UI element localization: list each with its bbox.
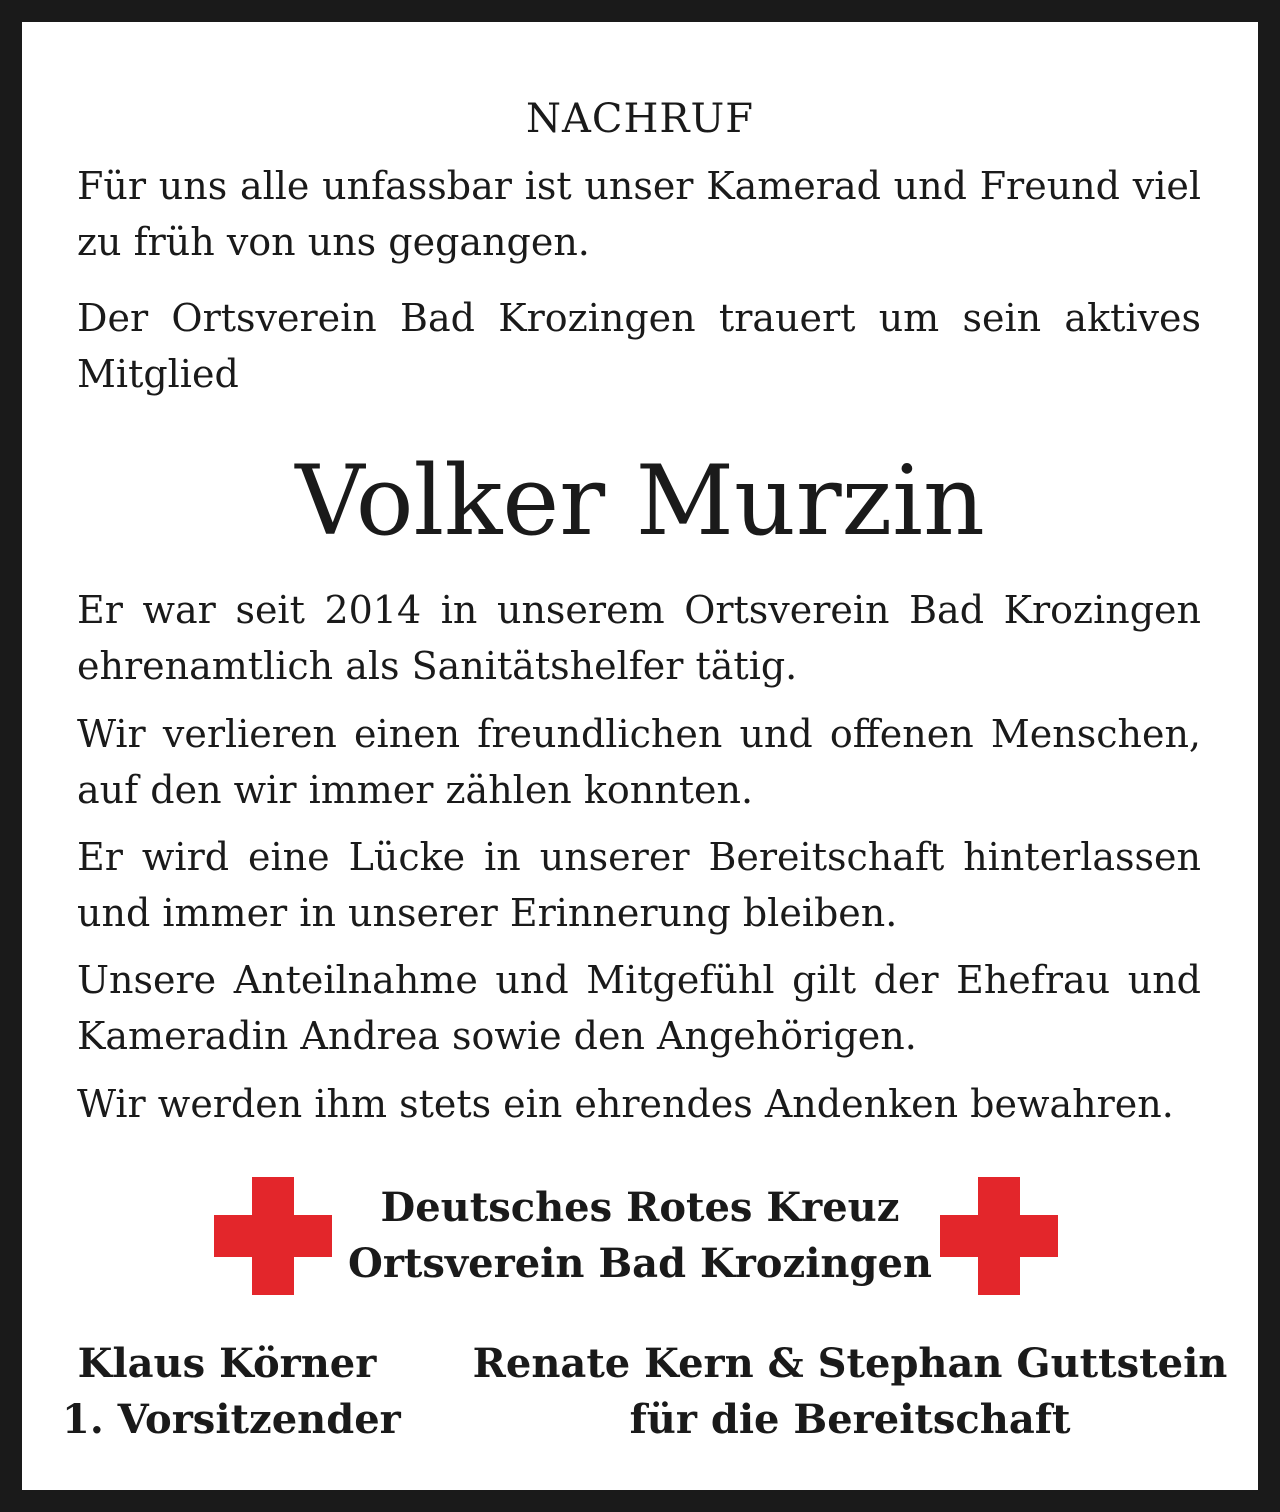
red-cross-icon <box>214 1177 332 1295</box>
tribute-paragraph: Wir verlieren einen freundlichen und offenen Menschen, auf den wir immer zählen konnten. <box>77 712 1201 812</box>
organization-line-1: Deutsches Rotes Kreuz <box>380 1184 900 1231</box>
closing-paragraph: Wir werden ihm stets ein ehrendes Andenken bewahren. <box>77 1082 1174 1126</box>
organization-line-2: Ortsverein Bad Krozingen <box>348 1240 932 1287</box>
signature-role: 1. Vorsitzender <box>62 1396 401 1443</box>
organization-name <box>342 1180 938 1292</box>
condolence-paragraph: Unsere Anteilnahme und Mitgefühl gilt der Ehefrau und Kameradin Andrea sowie den Angehörigen. <box>77 958 1201 1058</box>
mourning-paragraph: Der Ortsverein Bad Krozingen trauert um sein aktives Mitglied <box>77 296 1201 396</box>
deceased-name: Volker Murzin <box>295 445 985 557</box>
signature-readiness-team <box>470 1336 1230 1448</box>
intro-paragraph: Für uns alle unfassbar ist unser Kamerad und Freund viel zu früh von uns gegangen. <box>77 164 1201 264</box>
obituary-heading: NACHRUF <box>526 96 754 142</box>
signature-chairman <box>62 1336 401 1448</box>
obituary-card <box>22 22 1258 1490</box>
legacy-paragraph: Er wird eine Lücke in unserer Bereitschaft hinterlassen und immer in unserer Erinnerung bleiben. <box>77 835 1201 935</box>
signature-name: Renate Kern & Stephan Guttstein <box>472 1340 1228 1387</box>
signature-name: Klaus Körner <box>77 1340 377 1387</box>
signature-role: für die Bereitschaft <box>629 1396 1071 1443</box>
biography-paragraph: Er war seit 2014 in unserem Ortsverein Bad Krozingen ehrenamtlich als Sanitätshelfer tätig. <box>77 588 1201 688</box>
red-cross-icon <box>940 1177 1058 1295</box>
